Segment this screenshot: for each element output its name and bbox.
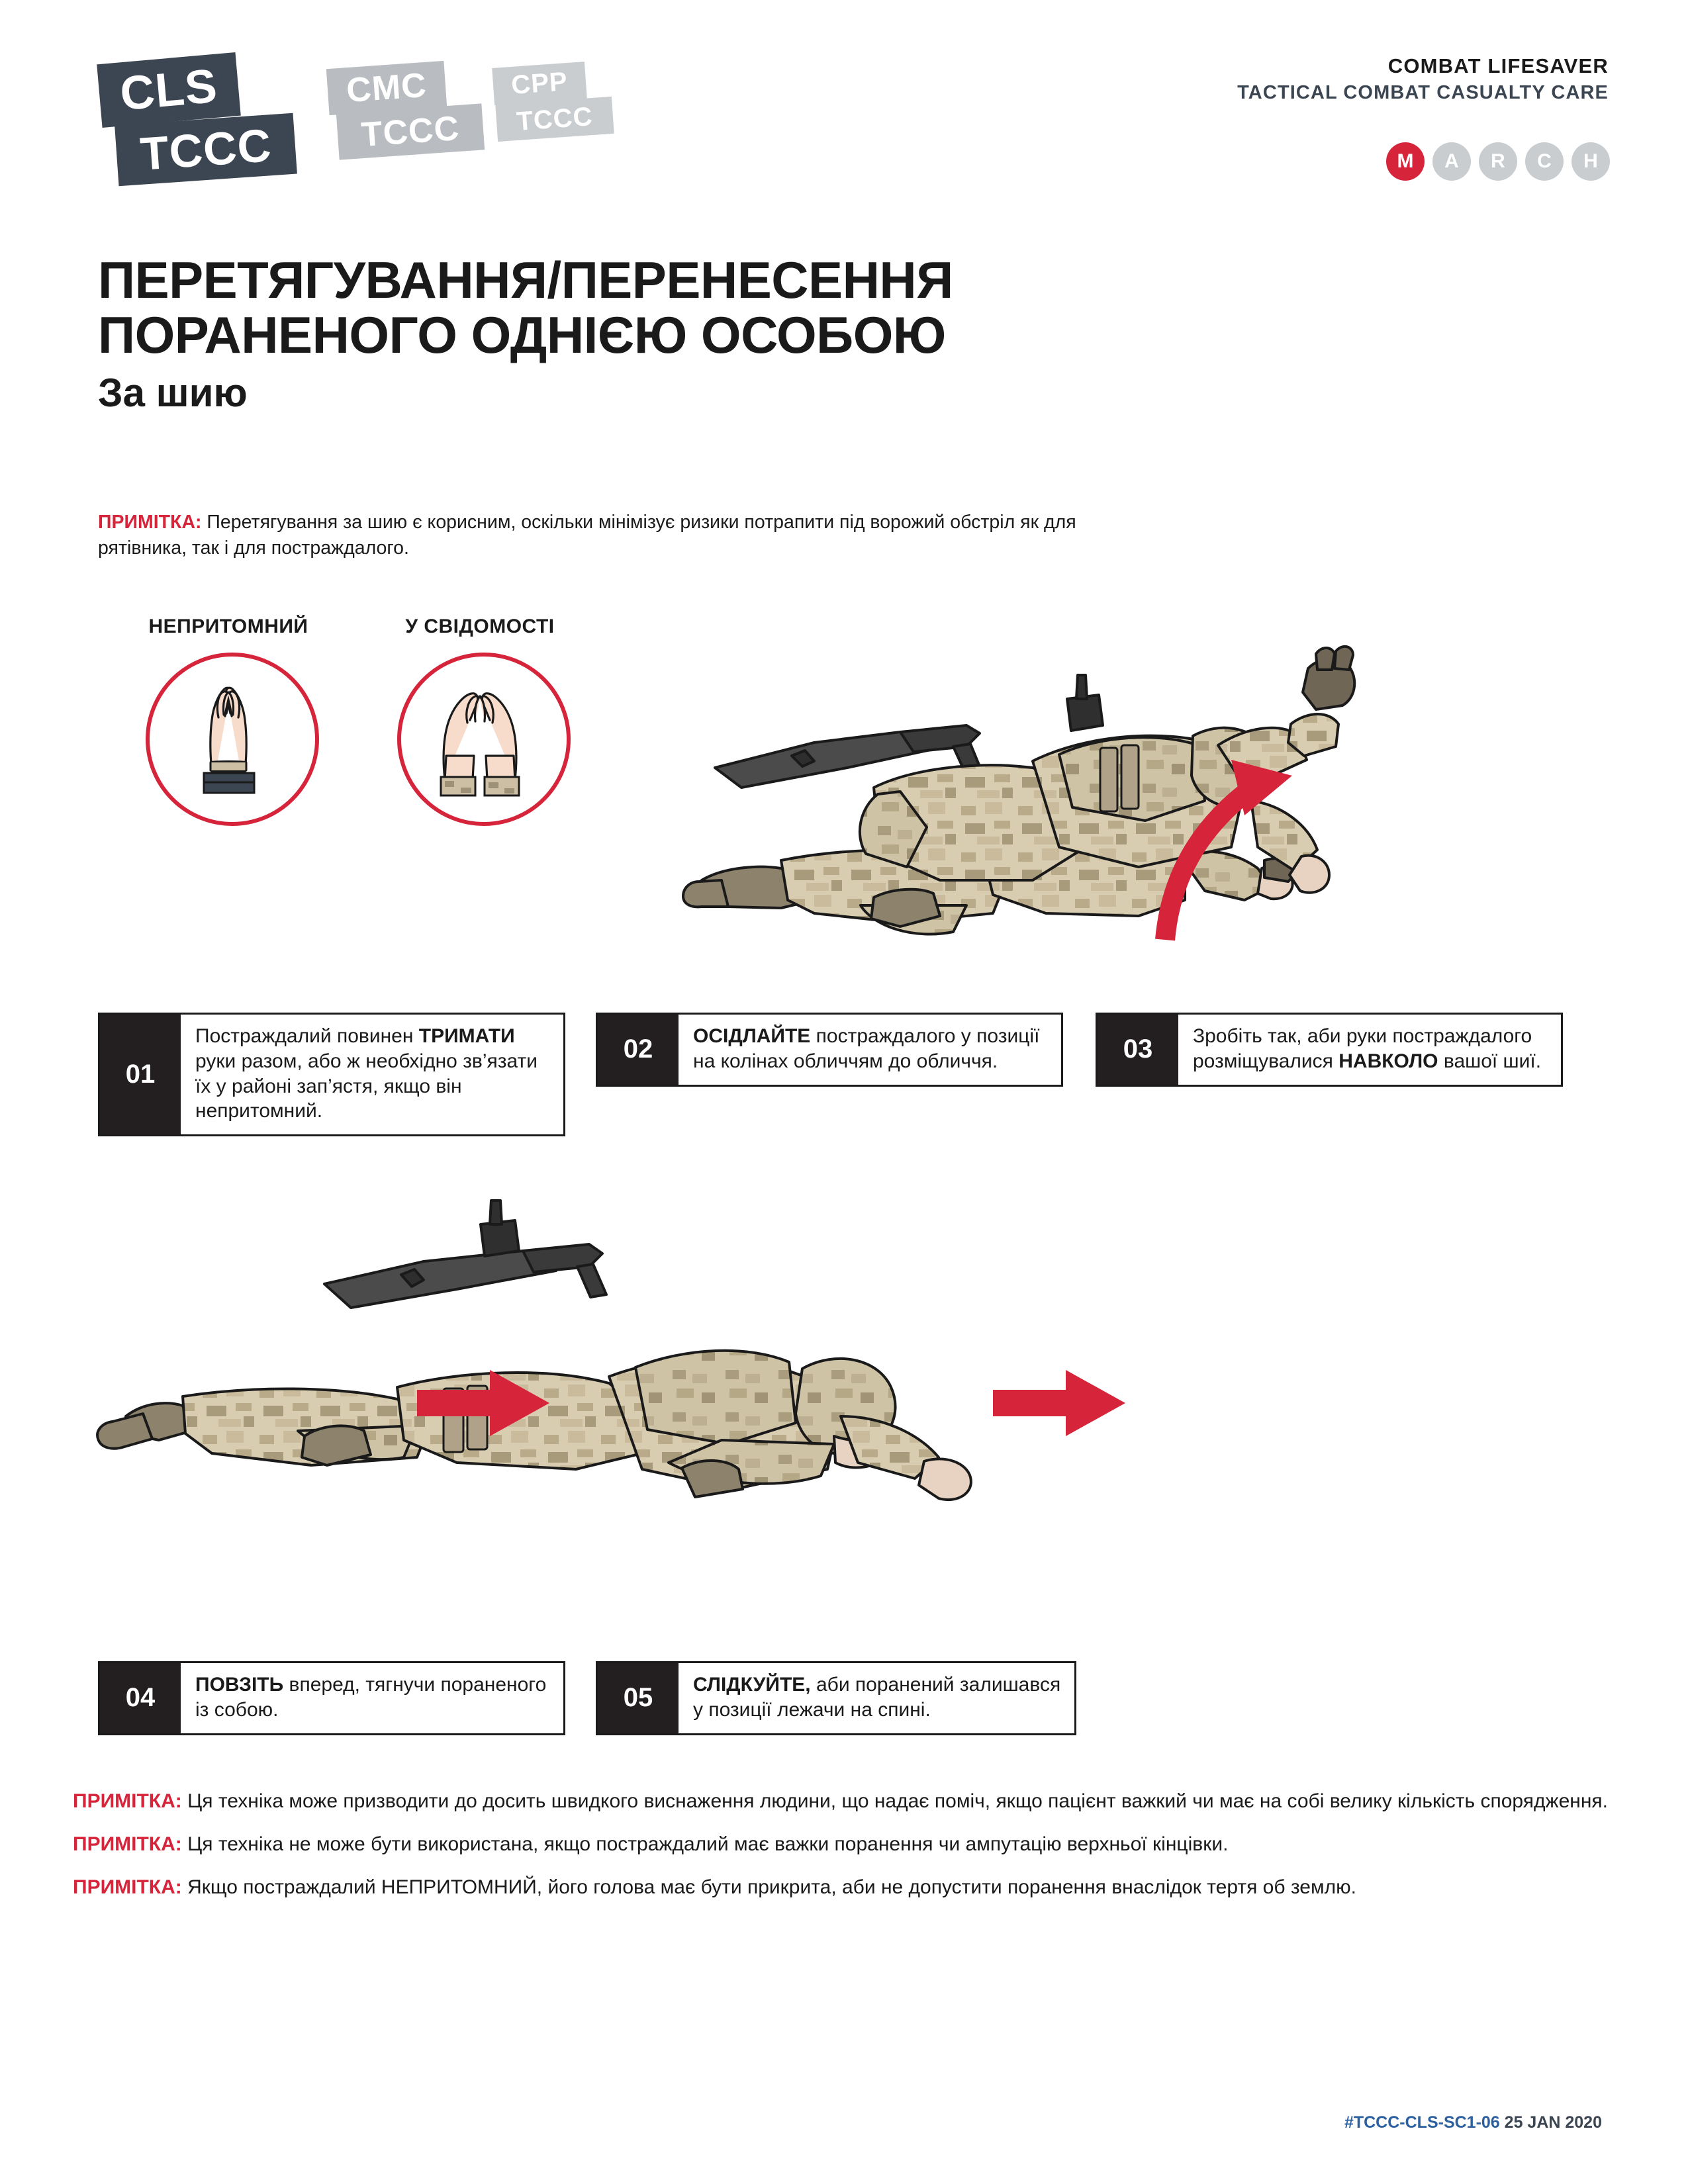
step-05-part-1: СЛІДКУЙТЕ, — [693, 1674, 811, 1696]
logo-tccc-3: TCCC — [495, 97, 614, 142]
header-titles — [1237, 54, 1609, 104]
bottom-note-2-text: Ця техніка не може бути використана, якщо постраждалий має важки поранення чи ампутацію верхньої кінцівки. — [181, 1833, 1229, 1856]
march-letter-r: R — [1479, 142, 1517, 181]
page-subtitle: За шию — [98, 371, 248, 416]
bottom-note-2 — [73, 1830, 1615, 1858]
march-letter-m: M — [1386, 142, 1425, 181]
conscious-hands-label: У СВІДОМОСТІ — [405, 615, 555, 637]
bottom-notes — [73, 1787, 1615, 1917]
footer — [1344, 2113, 1602, 2132]
step-02-part-2: постраждалого у позиції на колінах обличчям до обличчя. — [693, 1025, 1040, 1072]
step-01 — [98, 1013, 565, 1136]
step-01-part-2: ТРИМАТИ — [418, 1025, 515, 1047]
step-01-part-1: Постраждалий повинен — [195, 1025, 419, 1047]
step-03-part-3: вашої шиї. — [1438, 1050, 1542, 1072]
header — [0, 0, 1688, 225]
unconscious-hands-group — [119, 615, 338, 826]
crawling-drag-illustration — [86, 1198, 1463, 1608]
header-line-1: COMBAT LIFESAVER — [1387, 54, 1609, 77]
bottom-note-1-label: ПРИМІТКА: — [73, 1790, 182, 1812]
logo-cpp: CPP — [492, 62, 587, 105]
march-indicator — [1386, 142, 1610, 181]
step-04-number: 04 — [100, 1663, 181, 1733]
bottom-note-1 — [73, 1787, 1615, 1815]
march-letter-a: A — [1432, 142, 1471, 181]
unconscious-hands-diagram — [146, 653, 319, 826]
step-02 — [596, 1013, 1063, 1087]
step-03-part-2: НАВКОЛО — [1338, 1050, 1438, 1072]
step-04-part-1: ПОВЗІТЬ — [195, 1674, 284, 1696]
bottom-note-3-text: Якщо постраждалий НЕПРИТОМНИЙ, його голова має бути прикрита, аби не допустити поранення внаслідок тертя об землю. — [181, 1876, 1356, 1899]
top-note-label: ПРИМІТКА: — [98, 512, 202, 533]
logo-group — [79, 40, 808, 192]
footer-date: 25 JAN 2020 — [1499, 2113, 1602, 2132]
page-title — [98, 253, 1422, 416]
header-line-2: TACTICAL COMBAT CASUALTY CARE — [1237, 82, 1609, 103]
step-02-part-1: ОСІДЛАЙТЕ — [693, 1025, 811, 1047]
march-letter-h: H — [1571, 142, 1610, 181]
step-04 — [98, 1661, 565, 1735]
step-03-number: 03 — [1098, 1015, 1178, 1085]
bottom-note-3-label: ПРИМІТКА: — [73, 1876, 182, 1899]
mounting-casualty-illustration — [503, 569, 1628, 1006]
logo-cmc: CMC — [326, 61, 447, 115]
step-05-number: 05 — [598, 1663, 679, 1733]
bottom-note-3 — [73, 1873, 1615, 1901]
step-05-part-2: аби поранений залишався у позиції лежачи на спині. — [693, 1674, 1061, 1721]
bottom-note-2-label: ПРИМІТКА: — [73, 1833, 182, 1856]
footer-code: #TCCC-CLS-SC1-06 — [1344, 2113, 1500, 2132]
step-05 — [596, 1661, 1076, 1735]
bottom-note-1-text: Ця техніка може призводити до досить швидкого виснаження людини, що надає поміч, якщо пацієнт важкий чи має на собі велику кількість спорядження. — [181, 1790, 1608, 1812]
logo-cls: CLS — [97, 52, 241, 128]
logo-tccc-2: TCCC — [336, 103, 485, 159]
march-letter-c: C — [1525, 142, 1564, 181]
title-line-2: ПОРАНЕНОГО ОДНІЄЮ ОСОБОЮ — [98, 305, 946, 364]
step-03-part-1: Зробіть так, аби руки постраждалого розміщувалися — [1193, 1025, 1532, 1072]
step-05-text — [679, 1663, 1074, 1733]
step-04-text — [181, 1663, 563, 1733]
top-note — [98, 510, 1091, 561]
step-04-part-2: вперед, тягнучи пораненого із собою. — [195, 1674, 547, 1721]
step-01-part-3: руки разом, або ж необхідно зв’язати їх у районі зап’ястя, якщо він непритомний. — [195, 1050, 538, 1122]
step-03 — [1096, 1013, 1563, 1087]
top-note-text: Перетягування за шию є корисним, оскільки мінімізує ризики потрапити під ворожий обстріл як для рятівника, так і для постраждалого. — [98, 512, 1076, 559]
title-line-1: ПЕРЕТЯГУВАННЯ/ПЕРЕНЕСЕННЯ — [98, 251, 953, 309]
unconscious-hands-label: НЕПРИТОМНИЙ — [148, 615, 308, 637]
step-01-text — [181, 1015, 563, 1134]
logo-tccc-1: TCCC — [115, 113, 297, 187]
step-03-text — [1178, 1015, 1561, 1085]
step-02-text — [679, 1015, 1061, 1085]
step-02-number: 02 — [598, 1015, 679, 1085]
step-01-number: 01 — [100, 1015, 181, 1134]
